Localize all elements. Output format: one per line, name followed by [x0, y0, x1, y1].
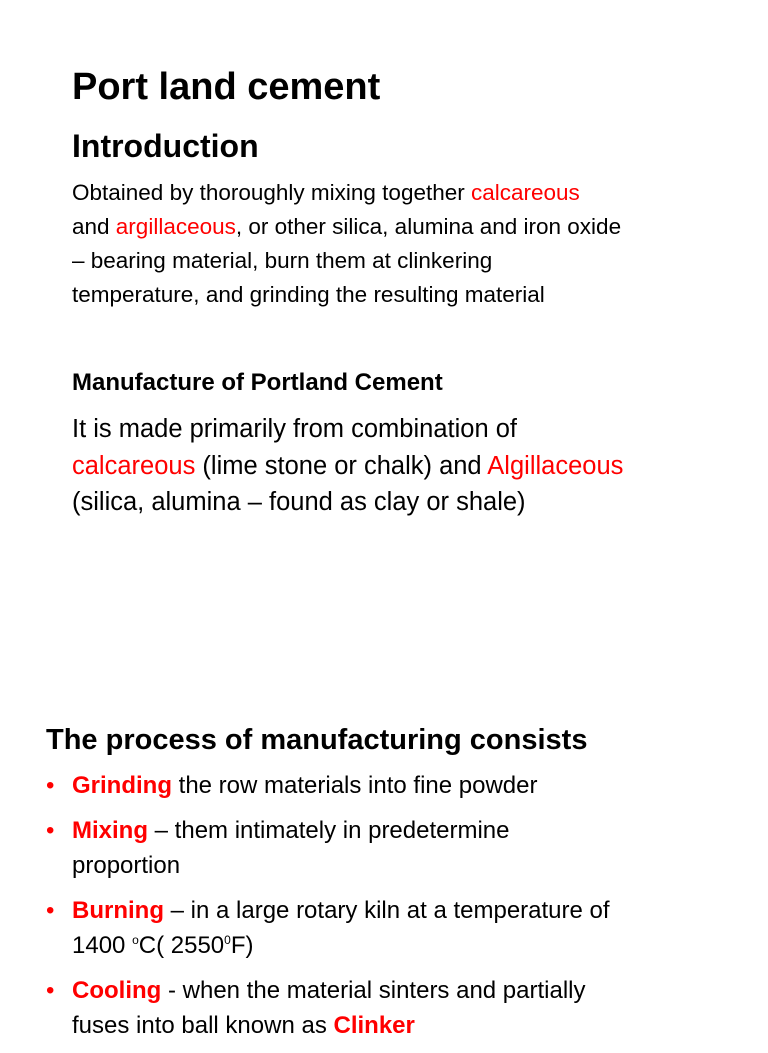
highlight-argillaceous: argillaceous	[115, 214, 236, 239]
manufacture-text: (lime stone or chalk) and	[195, 451, 488, 480]
manufacture-line-3: (silica, alumina – found as clay or shale)	[72, 488, 526, 516]
degree-superscript: 0	[224, 933, 231, 947]
intro-text: , or other silica, alumina and iron oxide	[235, 214, 622, 239]
intro-line-1	[72, 176, 732, 210]
introduction-heading: Introduction	[72, 128, 259, 164]
list-item-cooling	[46, 973, 746, 1043]
process-description: - when the material sinters and partially	[161, 977, 586, 1004]
manufacture-paragraph	[72, 411, 752, 521]
process-term: Cooling	[72, 977, 162, 1004]
list-item-burning	[46, 893, 746, 963]
list-item-line: proportion	[72, 852, 181, 879]
list-item-line	[72, 973, 746, 1008]
process-list	[46, 768, 746, 1053]
manufacture-heading: Manufacture of Portland Cement	[72, 369, 443, 396]
highlight-clinker: Clinker	[333, 1012, 415, 1039]
degree-superscript: o	[132, 933, 139, 947]
bullet-icon: •	[46, 897, 55, 924]
highlight-calcareous: calcareous	[72, 451, 196, 480]
process-heading: The process of manufacturing consists	[46, 724, 588, 756]
list-item-line	[72, 928, 746, 963]
list-item-line	[72, 768, 746, 803]
process-description: – them intimately in predetermine	[148, 817, 510, 844]
bullet-icon: •	[46, 817, 55, 844]
list-item-line	[72, 893, 746, 928]
manufacture-line-1: It is made primarily from combination of	[72, 415, 517, 443]
list-item-line	[72, 813, 746, 848]
process-description: – in a large rotary kiln at a temperature of	[163, 897, 610, 924]
highlight-algillaceous: Algillaceous	[487, 451, 624, 480]
process-term: Grinding	[72, 772, 172, 799]
list-item-mixing	[46, 813, 746, 883]
bullet-icon: •	[46, 772, 55, 799]
intro-text: and	[72, 214, 116, 239]
temperature-text: F)	[230, 932, 254, 959]
list-item-line	[72, 1008, 746, 1043]
page-title: Port land cement	[72, 66, 381, 108]
temperature-text: 1400	[72, 932, 133, 959]
temperature-text: C( 2550	[138, 932, 225, 959]
process-description: the row materials into fine powder	[171, 772, 538, 799]
intro-line-3: – bearing material, burn them at clinkering	[72, 248, 493, 273]
intro-line-2	[72, 210, 732, 244]
process-term: Mixing	[72, 817, 148, 844]
intro-line-4: temperature, and grinding the resulting material	[72, 282, 545, 307]
introduction-paragraph	[72, 176, 732, 312]
manufacture-line-2	[72, 448, 752, 485]
intro-text: Obtained by thoroughly mixing together	[72, 180, 471, 205]
process-term: Burning	[72, 897, 164, 924]
process-description: fuses into ball known as	[72, 1012, 334, 1039]
highlight-calcareous: calcareous	[471, 180, 580, 205]
list-item-grinding	[46, 768, 746, 803]
bullet-icon: •	[46, 977, 55, 1004]
